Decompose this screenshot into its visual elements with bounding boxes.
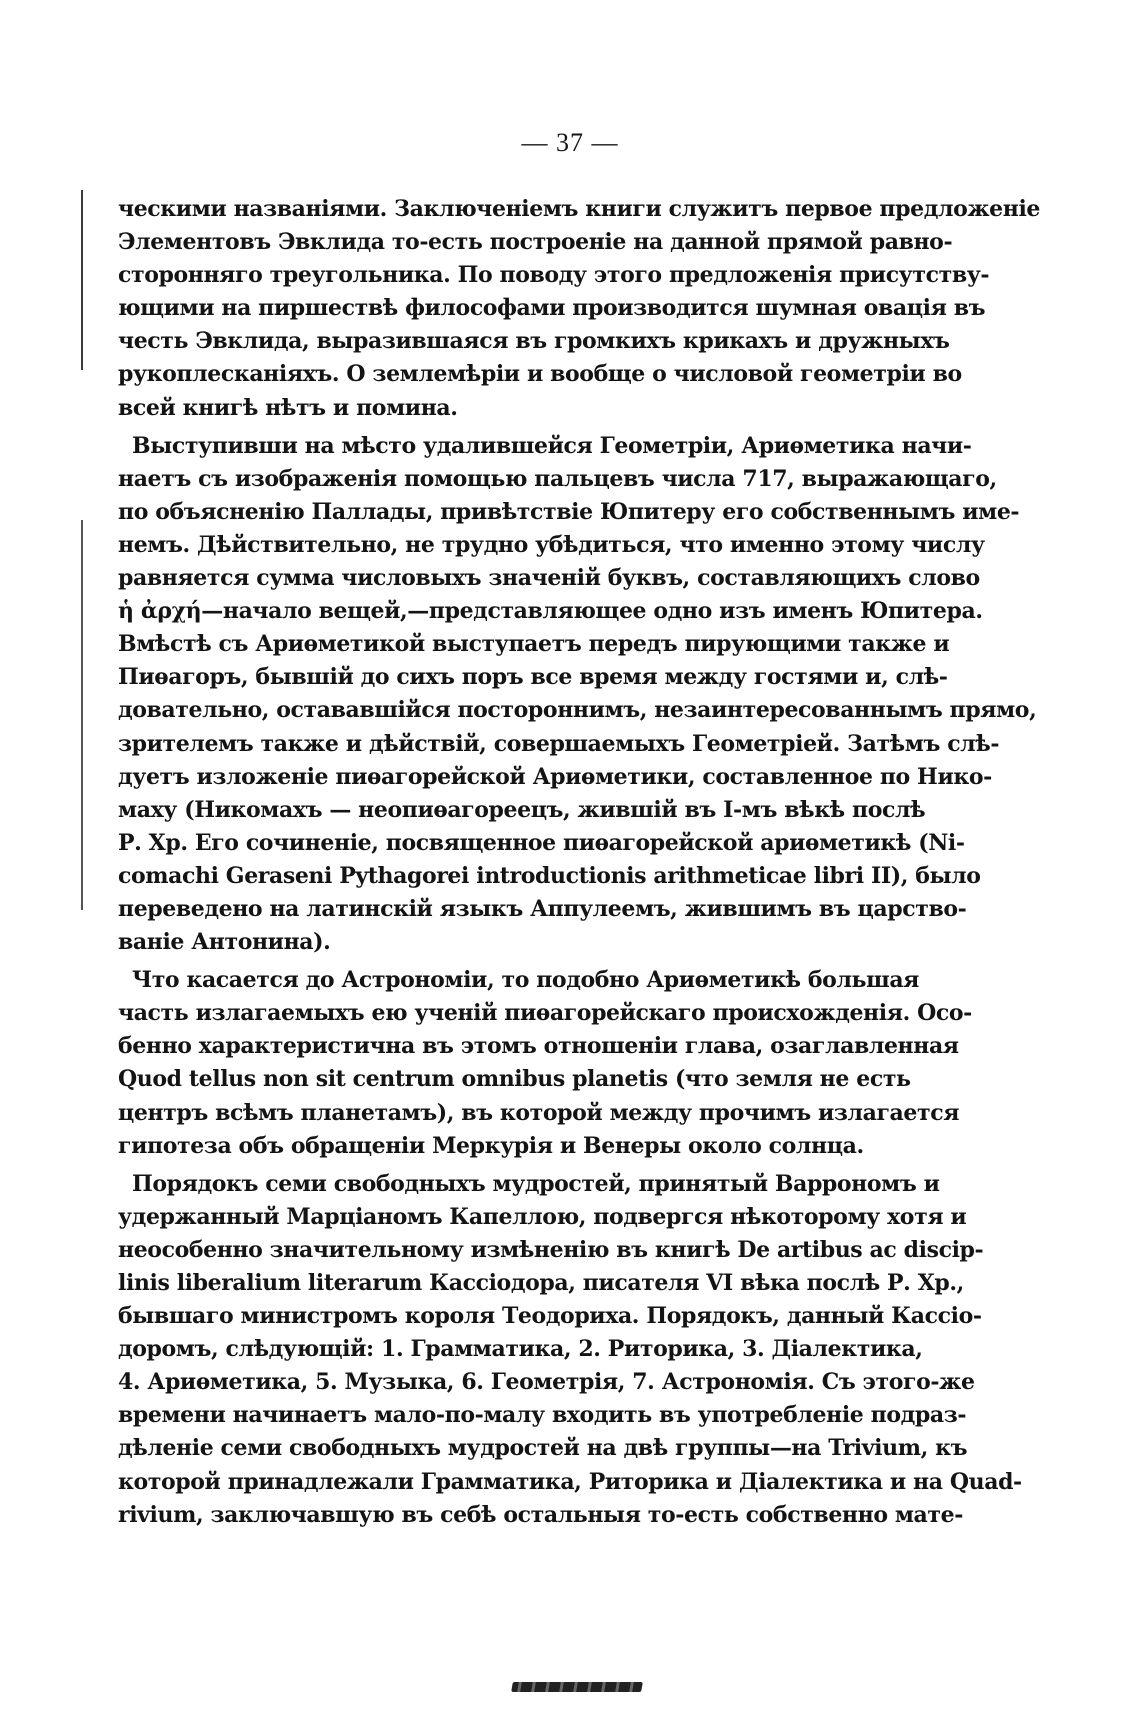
text-line: бенно характеристична въ этомъ отношеніи глава, озаглавленная bbox=[118, 1033, 959, 1060]
text-line: ческими названіями. Заключеніемъ книги служитъ первое предложеніе bbox=[118, 196, 1041, 222]
footer-ornament bbox=[511, 1682, 643, 1692]
text-line: 4. Ариѳметика, 5. Музыка, 6. Геометрія, 7. Астрономія. Съ этого-же bbox=[118, 1369, 975, 1396]
text-line: Р. Хр. Его сочиненіе, посвященное пиѳагорейской ариѳметикѣ (Ni- bbox=[118, 829, 965, 856]
text-line: дѣленіе семи свободныхъ мудростей на двѣ группы—на Trivium, къ bbox=[118, 1435, 968, 1462]
text-line: равняется сумма числовыхъ значеній буквъ, составляющихъ слово bbox=[118, 565, 980, 592]
text-line: гипотеза объ обращеніи Меркурія и Венеры около солнца. bbox=[118, 1132, 864, 1159]
text-line: по объясненію Паллады, привѣтствіе Юпитеру его собственнымъ име- bbox=[118, 498, 1020, 525]
text-line: рукоплесканіяхъ. О землемѣріи и вообще о числовой геометріи во bbox=[118, 361, 962, 388]
text-line: Порядокъ семи свободныхъ мудростей, принятый Варрономъ и bbox=[132, 1170, 940, 1197]
text-line: Выступивши на мѣсто удалившейся Геометріи, Ариѳметика начи- bbox=[132, 432, 972, 459]
text-line: comachi Gerasеni Pythagorei introductionis arithmeticae libri II), было bbox=[118, 862, 981, 889]
text-line: центръ всѣмъ планетамъ), въ которой между прочимъ излагается bbox=[118, 1099, 960, 1126]
margin-mark bbox=[81, 520, 83, 910]
text-line: доромъ, слѣдующій: 1. Грамматика, 2. Риторика, 3. Діалектика, bbox=[118, 1336, 923, 1363]
text-line: времени начинаетъ мало-по-малу входить въ употребленіе подраз- bbox=[118, 1402, 967, 1429]
text-line: rivium, заключавшую въ себѣ остальныя то-есть собственно мате- bbox=[118, 1501, 963, 1528]
text-line: которой принадлежали Грамматика, Риторика и Діалектика и на Quad- bbox=[118, 1468, 1022, 1495]
text-line: переведено на латинскій языкъ Аппулеемъ, жившимъ въ царство- bbox=[118, 895, 967, 922]
text-line: маху (Никомахъ — неопиѳагореецъ, жившій въ I-мъ вѣкѣ послѣ bbox=[118, 796, 926, 823]
text-line: часть излагаемыхъ ею ученій пиѳагорейскаго происхожденія. Осо- bbox=[118, 1000, 972, 1027]
text-line: неособенно значительному измѣненію въ книгѣ De artibus ac discip- bbox=[118, 1236, 984, 1263]
text-line: Что касается до Астрономіи, то подобно Ариѳметикѣ большая bbox=[132, 967, 920, 994]
page-number: — 37 — bbox=[521, 128, 619, 157]
text-line: linis liberalium literarum Кассіодора, писателя VI вѣка послѣ Р. Хр., bbox=[118, 1270, 964, 1296]
text-line: наетъ съ изображенія помощью пальцевъ числа 717, выражающаго, bbox=[118, 465, 997, 492]
body-text bbox=[118, 193, 1041, 1532]
text-line: ющими на пиршествѣ философами производится шумная овація въ bbox=[118, 295, 986, 322]
text-line: удержанный Марціаномъ Капеллою, подвергся нѣкоторому хотя и bbox=[118, 1203, 967, 1230]
text-line: немъ. Дѣйствительно, не трудно убѣдиться, что именно этому числу bbox=[118, 531, 985, 558]
text-line: Вмѣстѣ съ Ариѳметикой выступаетъ передъ пирующими также и bbox=[118, 631, 950, 658]
text-line: Элементовъ Эвклида то-есть построеніе на данной прямой равно- bbox=[118, 229, 953, 256]
text-line: Пиѳагоръ, бывшій до сихъ поръ все время между гостями и, слѣ- bbox=[118, 664, 948, 691]
text-line: честь Эвклида, выразившаяся въ громкихъ крикахъ и дружныхъ bbox=[118, 328, 950, 355]
text-line: ἡ ἀρχή—начало вещей,—представляющее одно изъ именъ Юпитера. bbox=[118, 598, 983, 625]
text-line: всей книгѣ нѣтъ и помина. bbox=[118, 394, 458, 421]
text-line: сторонняго треугольника. По поводу этого предложенія присутству- bbox=[118, 262, 990, 289]
text-line: довательно, остававшійся постороннимъ, незаинтересованнымъ прямо, bbox=[118, 697, 1037, 724]
text-line: зрителемъ также и дѣйствій, совершаемыхъ Геометріей. Затѣмъ слѣ- bbox=[118, 730, 1000, 757]
text-line: ваніе Антонина). bbox=[118, 929, 331, 956]
text-line: бывшаго министромъ короля Теодориха. Порядокъ, данный Кассіо- bbox=[118, 1303, 982, 1330]
margin-mark bbox=[81, 190, 83, 370]
text-line: Quod tellus non sit centrum omnibus planetis (что земля не есть bbox=[118, 1066, 911, 1093]
text-line: дуетъ изложеніе пиѳагорейской Ариѳметики, составленное по Нико- bbox=[118, 763, 992, 790]
